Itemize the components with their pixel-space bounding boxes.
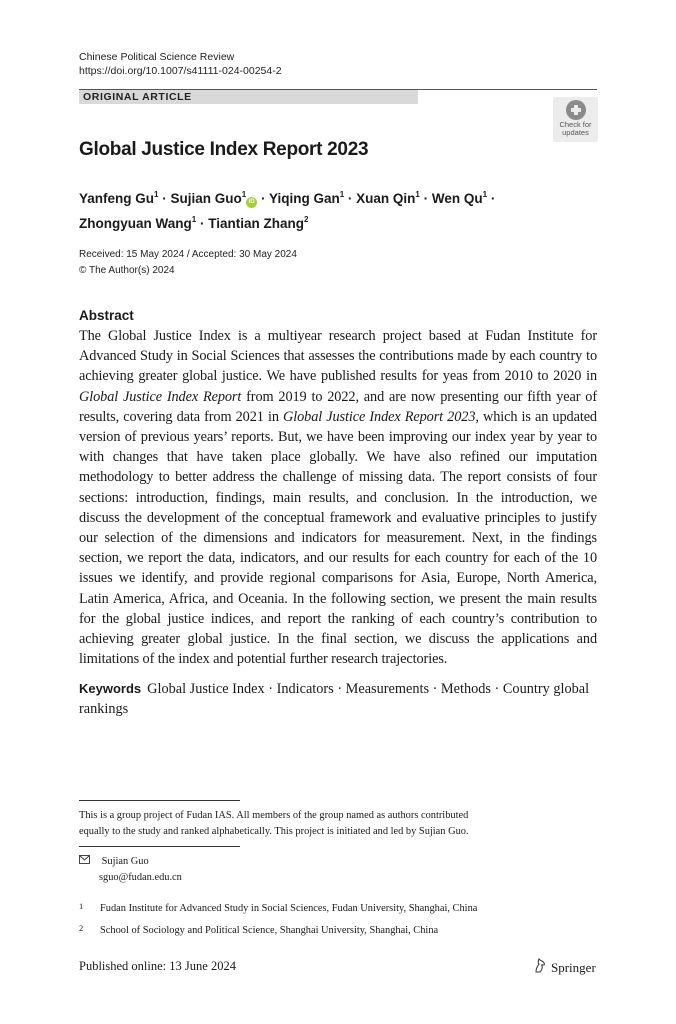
author-name[interactable]: Wen Qu — [431, 191, 483, 206]
footnote-rule — [79, 846, 240, 847]
abstract-text: from 2019 to 2022, and are now presenting our fifth year of results, covering data from 2021 in — [79, 388, 597, 425]
publisher-name: Springer — [551, 959, 596, 975]
crossmark-label-2: updates — [562, 128, 589, 137]
article-type-banner: ORIGINAL ARTICLE — [79, 90, 418, 104]
author-name[interactable]: Yiqing Gan — [268, 191, 340, 206]
received-accepted-dates: Received: 15 May 2024 / Accepted: 30 May 2024 — [79, 249, 297, 260]
abstract-text: The Global Justice Index is a multiyear research project based at Fudan Institute for Advanced Study in Social Sciences that assesses the contributions made by each country to achieving greater global justice. We have published results for yeas from 2010 to 2020 in — [79, 328, 597, 385]
author-name[interactable]: Yanfeng Gu — [79, 191, 155, 206]
affiliation-text: Fudan Institute for Advanced Study in Social Sciences, Fudan University, Shanghai, China — [100, 903, 478, 914]
abstract-heading: Abstract — [79, 308, 134, 323]
journal-header — [79, 50, 282, 78]
abstract-body — [79, 326, 597, 669]
check-for-updates-badge[interactable] — [553, 97, 598, 142]
author-name[interactable]: Zhongyuan Wang — [79, 216, 192, 231]
affiliation-number: 1 — [79, 901, 84, 911]
keywords-list: Global Justice Index · Indicators · Measurements · Methods · Country global rankings — [79, 681, 590, 718]
author-affiliation-marker: 1 — [191, 215, 197, 224]
keywords — [79, 679, 597, 719]
affiliation-number: 2 — [79, 923, 84, 933]
author-affiliation-marker: 2 — [303, 215, 309, 224]
footnote-line: This is a group project of Fudan IAS. All members of the group named as authors contributed — [79, 810, 469, 821]
author-affiliation-marker: 1 — [415, 190, 420, 199]
envelope-icon — [79, 854, 93, 870]
affiliation-text: School of Sociology and Political Science, Shanghai University, Shanghai, China — [100, 925, 439, 936]
article-dates — [79, 247, 297, 279]
copyright-notice: © The Author(s) 2024 — [79, 265, 175, 276]
affiliation-2 — [79, 920, 438, 939]
published-online-date: Published online: 13 June 2024 — [79, 959, 236, 973]
corresponding-author-email[interactable]: sguo@fudan.edu.cn — [99, 872, 182, 883]
footnote-line: equally to the study and ranked alphabetically. This project is initiated and led by Sujian Guo. — [79, 826, 469, 837]
author-affiliation-marker: 1 — [241, 190, 247, 199]
affiliation-1 — [79, 898, 477, 917]
author-name[interactable]: Sujian Guo — [170, 191, 242, 206]
journal-name: Chinese Political Science Review — [79, 51, 235, 63]
article-title: Global Justice Index Report 2023 — [79, 139, 369, 160]
author-affiliation-marker: 1 — [482, 190, 488, 199]
author-name[interactable]: Tiantian Zhang — [208, 216, 304, 231]
orcid-icon[interactable]: iD — [246, 197, 257, 208]
publisher-logo — [533, 958, 596, 977]
group-project-footnote — [79, 808, 599, 840]
abstract-italic-title: Global Justice Index Report 2023 — [283, 408, 476, 425]
author-name[interactable]: Xuan Qin — [356, 191, 416, 206]
corresponding-author-name: Sujian Guo — [101, 856, 149, 867]
crossmark-label-1: Check for — [559, 120, 592, 129]
doi-link[interactable]: https://doi.org/10.1007/s41111-024-00254-2 — [79, 65, 282, 77]
corresponding-author — [79, 854, 182, 886]
author-affiliation-marker: 1 — [154, 190, 159, 199]
keywords-label: Keywords — [79, 681, 142, 696]
footnote-rule — [79, 800, 240, 801]
abstract-text: , which is an updated version of previous years’ reports. But, we have been improving our index year by year to with changes that have taken place globally. We have also refined our imputation methodology to better address the challenge of missing data. The report consists of four sections: introduction, findings, main results, and conclusion. In the introduction, we discuss the development of the conceptual framework and evaluative principles to justify our selection of the dimensions and indicators for measurement. Next, in the findings section, we report the data, indicators, and our results for each country for each of the 10 issues we identify, and provide regional comparisons for Asia, Europe, North America, Latin America, Africa, and Oceania. In the following section, we present the main results for the global justice indices, and report the ranking of each country’s contribution to achieving greater global justice. In the final section, we discuss the applications and limitations of the index and potential further research trajectories. — [79, 408, 597, 668]
author-affiliation-marker: 1 — [339, 190, 345, 199]
abstract-italic-title: Global Justice Index Report — [79, 388, 242, 405]
crossmark-icon — [566, 100, 586, 120]
author-list: Yanfeng $Gu^1$ · Sujian Guo$^1$iD · Yiqing Gan$^1$ · Xuan Qin$^1$ · Wen $Qu^1$ · Zhongyuan Wang$^1$ · Tiantian Zhang$^2$ — [79, 190, 496, 231]
springer-horse-icon — [533, 958, 547, 977]
